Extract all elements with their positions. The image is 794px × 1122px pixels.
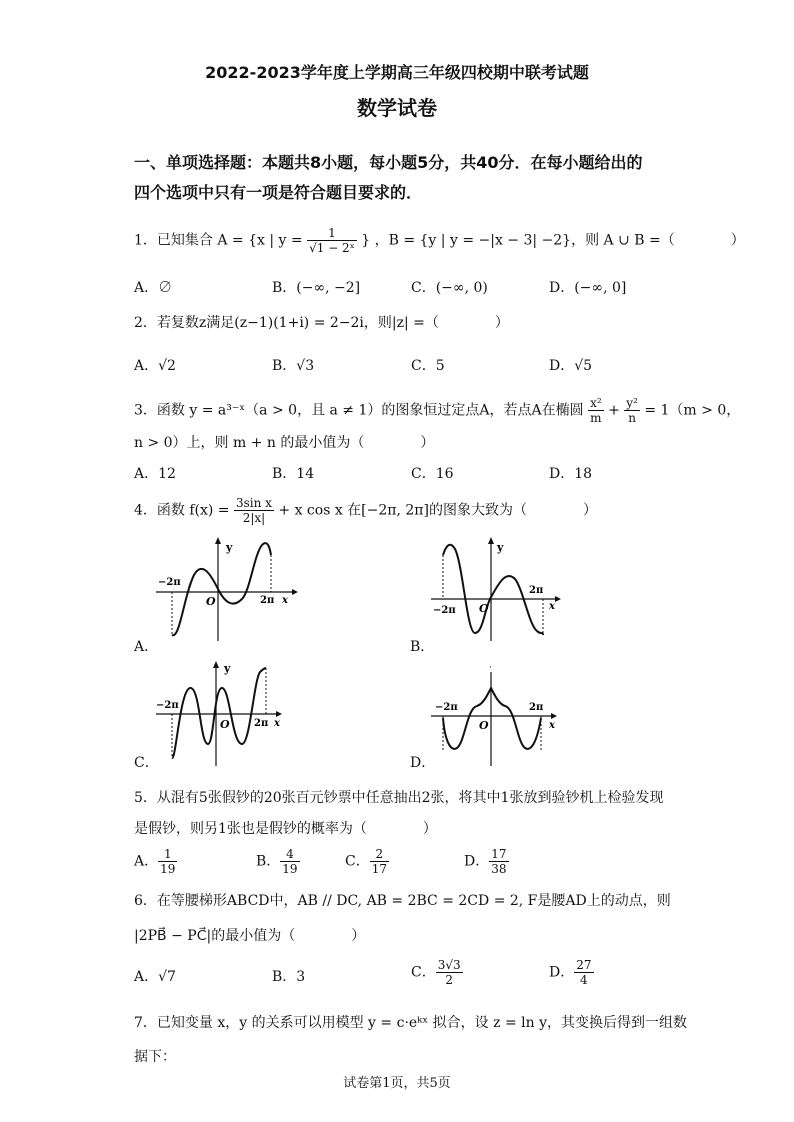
graph-a bbox=[150, 535, 300, 645]
graph-d-pos: 2π bbox=[529, 702, 544, 713]
q6-option-c bbox=[411, 958, 463, 987]
graph-a-x-label: x bbox=[282, 595, 288, 606]
question-7-line2: 据下： bbox=[134, 1049, 176, 1065]
q4-option-b: B． bbox=[410, 639, 435, 655]
graph-c bbox=[150, 660, 290, 770]
q1-option-c: C．(−∞, 0) bbox=[411, 280, 488, 296]
question-6-line2: |2PB⃗ − PC⃗|的最小值为（ ） bbox=[134, 928, 366, 944]
q2-option-c: C．5 bbox=[411, 358, 445, 374]
question-1 bbox=[134, 226, 745, 255]
q5-option-b bbox=[256, 847, 300, 876]
q5-a-den: 19 bbox=[160, 862, 176, 876]
q5-c-den: 17 bbox=[371, 862, 387, 876]
q4-frac-num: 3sin x bbox=[236, 496, 272, 510]
graph-c-y-label: y bbox=[224, 662, 231, 675]
q3-line1-a: 3．函数 y = a³⁻ˣ（a > 0，且 a ≠ 1）的图象恒过定点A，若点A在椭圆 bbox=[134, 402, 584, 419]
q6-c-den: 2 bbox=[445, 973, 453, 987]
graph-b-x-label: x bbox=[549, 601, 555, 612]
q5-d-den: 38 bbox=[491, 862, 507, 876]
q3-ellipse-x bbox=[588, 396, 604, 425]
graph-b-pos: 2π bbox=[529, 585, 544, 596]
q1-frac-den: √1 − 2ˣ bbox=[309, 241, 355, 255]
q5-b-num: 4 bbox=[280, 847, 299, 862]
q5-b-label: B． bbox=[256, 853, 281, 870]
graph-d-x-label: x bbox=[549, 720, 555, 731]
q4-option-d: D． bbox=[410, 755, 436, 771]
q3-option-c: C．16 bbox=[411, 466, 454, 482]
question-5-line1: 5．从混有5张假钞的20张百元钞票中任意抽出2张，将其中1张放到验钞机上检验发现 bbox=[134, 790, 664, 806]
graph-b-y-label: y bbox=[497, 541, 504, 554]
q1-fraction bbox=[307, 226, 357, 255]
q3-y-num: y² bbox=[626, 396, 638, 410]
q3-y-den: n bbox=[628, 411, 636, 425]
q1-option-b: B．(−∞, −2] bbox=[272, 280, 361, 296]
q5-d-num: 17 bbox=[491, 847, 507, 861]
subject-title: 数学试卷 bbox=[357, 96, 437, 120]
q1-frac-num: 1 bbox=[307, 226, 357, 241]
q3-plus: + bbox=[608, 402, 620, 419]
question-3-line1 bbox=[134, 396, 740, 425]
graph-d-neg: −2π bbox=[435, 702, 458, 713]
graph-a-origin: O bbox=[206, 595, 216, 608]
q5-option-c bbox=[345, 847, 389, 876]
q4-fraction bbox=[234, 496, 274, 525]
q2-option-d: D．√5 bbox=[549, 358, 593, 374]
question-5-line2: 是假钞，则另1张也是假钞的概率为（ ） bbox=[134, 821, 437, 837]
q1-stem-a: 1．已知集合 bbox=[134, 232, 213, 249]
graph-a-pos: 2π bbox=[260, 595, 275, 606]
q4-frac-den: 2|x| bbox=[242, 511, 266, 525]
q5-option-d bbox=[464, 847, 509, 876]
q4-option-a: A． bbox=[134, 639, 159, 655]
q6-option-b: B．3 bbox=[272, 969, 306, 985]
question-7-line1: 7．已知变量 x，y 的关系可以用模型 y = c·eᵏˣ 拟合，设 z = ln y，其变换后得到一组数 bbox=[134, 1015, 687, 1031]
section-heading-line1: 一、单项选择题：本题共8小题，每小题5分，共40分．在每小题给出的 bbox=[134, 153, 643, 172]
q5-option-a bbox=[134, 847, 177, 876]
page-footer: 试卷第1页，共5页 bbox=[343, 1076, 451, 1091]
q3-ellipse-y bbox=[624, 396, 640, 425]
q6-c-label: C． bbox=[411, 964, 436, 981]
exam-title: 2022-2023学年度上学期高三年级四校期中联考试题 bbox=[205, 63, 589, 82]
graph-b-neg: −2π bbox=[433, 605, 456, 616]
q1-stem-b: ，B = {y | y = −|x − 3| −2}，则 A ∪ B =（ ） bbox=[374, 232, 745, 249]
q3-line1-b: = 1（m > 0， bbox=[644, 402, 741, 419]
q4-stem-b: + x cos x 在[−2π, 2π]的图象大致为（ ） bbox=[278, 502, 597, 519]
q1-option-d: D．(−∞, 0] bbox=[549, 280, 627, 296]
graph-d bbox=[425, 662, 565, 770]
q5-a-label: A． bbox=[134, 853, 159, 870]
q3-option-d: D．18 bbox=[549, 466, 593, 482]
graph-d-origin: O bbox=[479, 719, 489, 732]
question-4 bbox=[134, 496, 597, 525]
q6-option-a: A．√7 bbox=[134, 969, 176, 985]
q6-c-num: 3√3 bbox=[437, 958, 461, 972]
q2-option-a: A．√2 bbox=[134, 358, 176, 374]
q6-d-den: 4 bbox=[580, 973, 588, 987]
graph-b bbox=[425, 535, 565, 645]
q1-option-a: A．∅ bbox=[134, 280, 173, 296]
graph-d-axis-tip: · bbox=[489, 663, 492, 673]
q4-stem-a: 4．函数 f(x) = bbox=[134, 502, 230, 519]
section-heading-line2: 四个选项中只有一项是符合题目要求的． bbox=[134, 183, 423, 202]
graph-c-origin: O bbox=[220, 718, 230, 731]
q6-d-label: D． bbox=[549, 964, 575, 981]
question-3-line2: n > 0）上，则 m + n 的最小值为（ ） bbox=[134, 435, 435, 451]
q1-set-a-suffix: } bbox=[361, 232, 371, 249]
q6-option-d bbox=[549, 958, 594, 987]
question-6-line1: 6．在等腰梯形ABCD中，AB // DC, AB = 2BC = 2CD = 2, F是腰AD上的动点，则 bbox=[134, 893, 671, 909]
q6-d-num: 27 bbox=[576, 958, 592, 972]
q3-x-den: m bbox=[590, 411, 602, 425]
graph-c-x-label: x bbox=[274, 718, 280, 729]
q5-c-label: C． bbox=[345, 853, 370, 870]
graph-a-neg: −2π bbox=[158, 577, 181, 588]
q5-d-label: D． bbox=[464, 853, 490, 870]
question-2: 2．若复数z满足(z−1)(1+i) = 2−2i，则|z| =（ ） bbox=[134, 315, 509, 331]
graph-c-pos: 2π bbox=[254, 718, 269, 729]
q5-b-den: 19 bbox=[282, 862, 298, 876]
q3-option-a: A．12 bbox=[134, 466, 176, 482]
q5-c-num: 2 bbox=[370, 847, 389, 862]
q3-option-b: B．14 bbox=[272, 466, 315, 482]
graph-c-neg: −2π bbox=[156, 700, 179, 711]
graph-a-y-label: y bbox=[226, 541, 233, 554]
q3-x-num: x² bbox=[590, 396, 602, 410]
q2-option-b: B．√3 bbox=[272, 358, 315, 374]
q4-option-c: C． bbox=[134, 755, 159, 771]
q1-set-a-prefix: A = {x | y = bbox=[217, 232, 303, 249]
graph-b-origin: O bbox=[479, 602, 489, 615]
q5-a-num: 1 bbox=[158, 847, 177, 862]
